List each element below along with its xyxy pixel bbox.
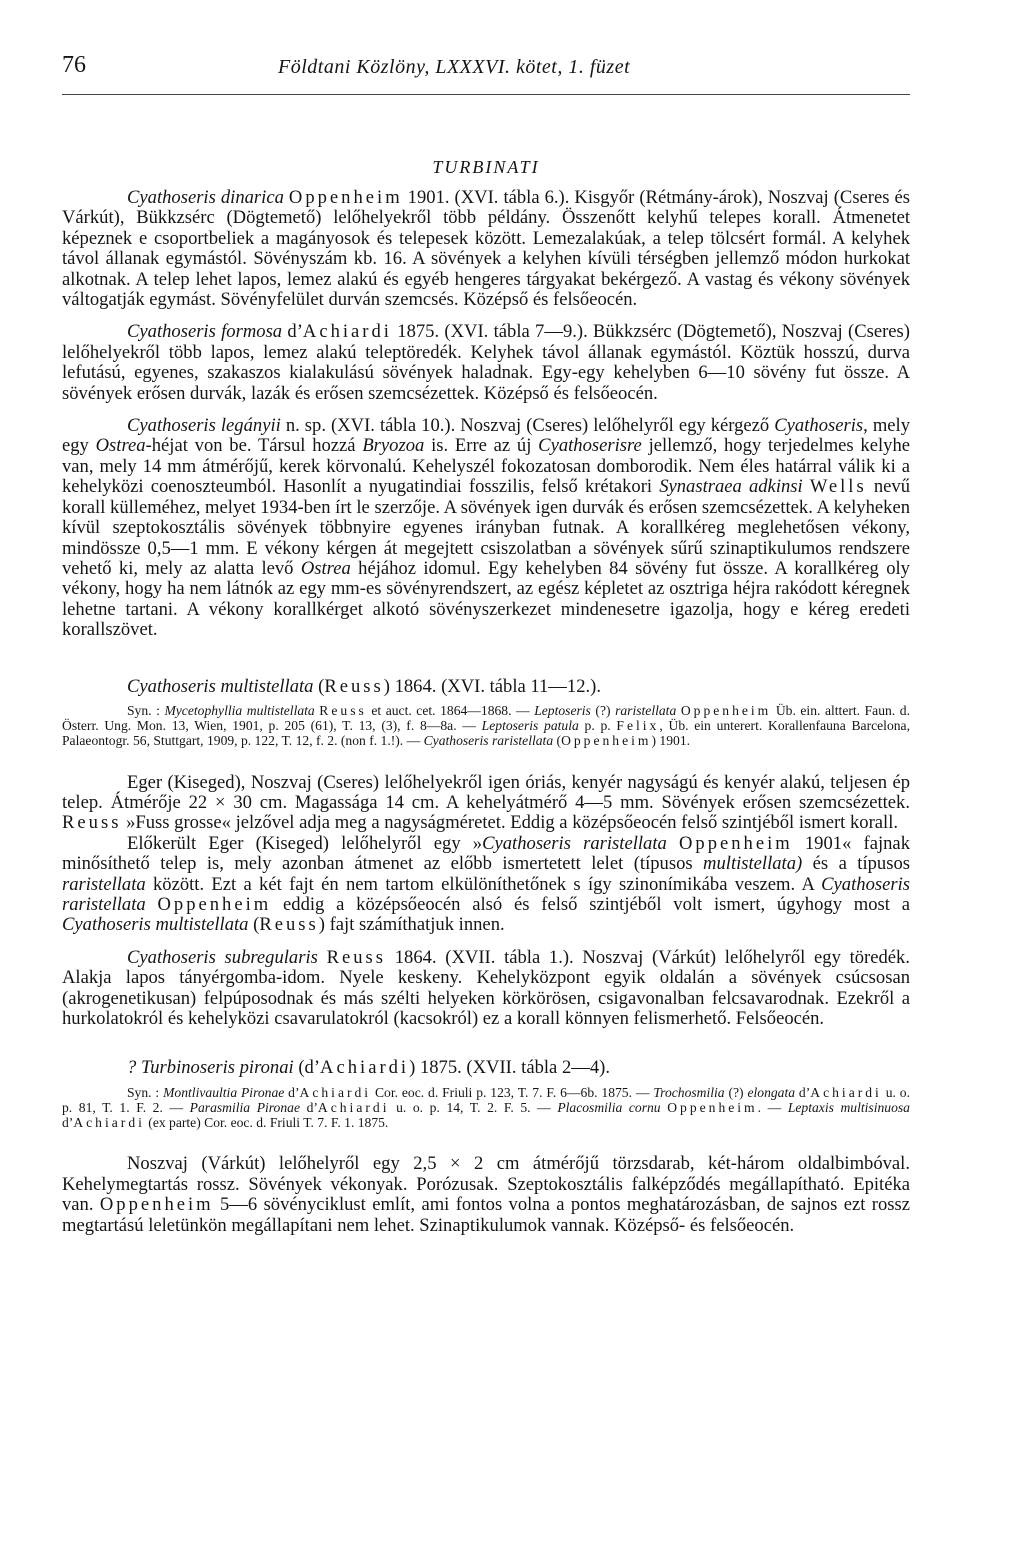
author-name: Reuss: [326, 946, 387, 968]
species-entry-multistellata: Cyathoseris multistellata (Reuss) 1864. (XVI. tábla 11—12.).: [127, 675, 601, 697]
author-name: Achiardi: [302, 321, 392, 343]
paragraph-raristellata: Előkerült Eger (Kiseged) lelőhelyről egy »Cyathoseris raristellata Oppenheim 1901« fajnak minősíthető telep is, mely azonban átmenet az előbb ismertetett lelet (típusos multistellata) és a típusos raristellata között. Ezt a két fajt én nem tartom elkülöníthetőnek s így szinonímikába veszem. A Cyathoseris raristellata Oppenheim eddig a középsőeocén alsó és felső szintjéből volt ismert, úgyhogy most a Cyathoseris multistellata (Reuss) fajt számíthatjuk innen.: [62, 832, 910, 936]
species-entry-leganyii: Cyathoseris legányii n. sp. (XVI. tábla 10.). Noszvaj (Cseres) lelőhelyről egy kérgező Cyathoseris, mely egy Ostrea-héjat von be. Társul hozzá Bryozoa is. Erre az új Cyathoserisre jellemző, hogy terjedelmes kelyhe van, mely 14 mm átmérőjű, kerek körvonalú. Kehelyszél fokozatosan domborodik. Nem éles határral válik ki a kehelyközi coenoszteumból. Hasonlít a nyugatindiai fosszilis, felső krétakori Synastraea adkinsi Wells nevű korall külleméhez, melyet 1934-ben írt le szerzője. A sövények igen durvák és erősen szemcsézettek. A kelyheken kívül szeptokosztális sövények többnyire egyenes irányban futnak. A korallkéreg meglehetősen vékony, mindössze 0,5—1 mm. E vékony kérgen át megejtett csiszolatban a sövények sűrű szinaptikulumos rendszere vehető ki, mely az alatta levő Ostrea héjához idomul. Egy kehelyben 84 sövény fut össze. A korallkéreg oly vékony, hogy ha nem látnók az egy mm-es sövényrendszert, az egész képletet az osztriga héjra rakódott kéregnek lehetne tartani. A vékony korallkérget alkotó sövényszerkezet mindenesetre igazolja, hogy e kéreg eredeti korallszövet.: [62, 415, 910, 641]
species-name: Cyathoseris subregularis: [127, 946, 318, 968]
author-name: Oppenheim: [288, 187, 403, 208]
species-entry-formosa: Cyathoseris formosa d’Achiardi 1875. (XVI. tábla 7—9.). Bükkzsérc (Dögtemető), Noszvaj (Cseres) lelőhelyekről több lapos, lemez alakú teleptöredék. Kelyhek távol állanak egymástól. Köztük hosszú, durva lefutású, egyenes, szakaszos kialakulású sövények haladnak. Egy-egy kehelyben 6—10 sövény fut össze. A sövények erősen durvák, lazák és erősen szemcsézettek. Középső és felsőeocén.: [62, 321, 910, 404]
species-entry-subregularis: Cyathoseris subregularis Reuss 1864. (XVII. tábla 1.). Noszvaj (Várkút) lelőhelyről egy töredék. Alakja lapos tányérgomba-idom. Nyele keskeny. Kehelyközpont egyik oldalán a sövények csúcsosan (akrogenetikusan) felpúposodnak és más szélti helyeken körkörösen, csigavonalban felcsavarodnak. Ezekről a hurkolatokról és kehelyközi csavarulatokról (kacsokról) ez a korall könnyen felismerhető. Felsőeocén.: [62, 946, 910, 1030]
paragraph-text: 1901. (XVI. tábla 6.). Kisgyőr (Rétmány-árok), Noszvaj (Cseres és Várkút), Bükkzsérc (Dögtemető) lelőhelyekről több példány. Összenőtt kelyhű telepes korall. Átmenetet képeznek e csoportbeliek a magányosok és telepesek között. Lemezalakúak, a telep tölcsért formál. A kelyhek távol állanak egymástól. Sövényszám kb. 16. A sövények a kelyhen kívüli térségben jellemző módon hurkokat alkotnak. A telep lehet lapos, lemez alakú és egyéb hengeres tárgyakat bekérgező. A vastag és vékony sövények váltogatják egymást. Sövényfelület durván szemcsés. Középső és felsőeocén.: [62, 187, 910, 311]
species-name: ? Turbinoseris pironai: [127, 1057, 294, 1079]
paragraph-eger-colony: Eger (Kiseged), Noszvaj (Cseres) lelőhelyekről igen óriás, kenyér nagyságú és kenyér alakú, teljesen ép telep. Átmérője 22 × 30 cm. Magassága 14 cm. A kehelyátmérő 4—5 mm. Sövények erősen szemcsézettek. Reuss »Fuss grosse« jelzővel adja meg a nagyságméretet. Eddig a középsőeocén felső szintjéből ismert korall.: [62, 771, 910, 834]
author-name: Wells: [809, 476, 867, 498]
synonymy-multistellata: Syn. : Mycetophyllia multistellata Reuss et auct. cet. 1864—1868. — Leptoseris (?) raristellata Oppenheim Üb. ein. alttert. Faun. d. Österr. Ung. Mon. 13, Wien, 1901, p. 205 (61), T. 13, (3), f. 8—8a. — Leptoseris patula p. p. Felix, Üb. ein unterert. Korallenfauna Barcelona, Palaeontogr. 56, Stuttgart, 1909, p. 122, T. 12, f. 2. (non f. 1.!). — Cyathoseris raristellata (Oppenheim) 1901.: [62, 702, 910, 749]
paragraph-noszvaj-pironai: Noszvaj (Várkút) lelőhelyről egy 2,5 × 2 cm átmérőjű törzsdarab, két-három oldalbimbóval. Kehelymegtartás rossz. Sövények vékonyak. Porózusak. Szeptokosztális falképződés megállapítható. Epitéka van. Oppenheim 5—6 sövényciklust említ, ami fontos volna a pontos meghatározásban, de sajnos ezt rossz megtartású leletünkön megállapítani nem lehet. Szinaptikulumok vannak. Középső- és felsőeocén.: [62, 1153, 910, 1236]
species-name: Cyathoseris dinarica: [127, 187, 284, 208]
species-entry-dinarica: [62, 188, 910, 310]
synonymy-pironai: Syn. : Montlivaultia Pironae d’Achiardi Cor. eoc. d. Friuli p. 123, T. 7. F. 6—6b. 1875. — Trochosmilia (?) elongata d’Achiardi u. o. p. 81, T. 1. F. 2. — Parasmilia Pironae d’Achiardi u. o. p. 14, T. 2. F. 5. — Placosmilia cornu Oppenheim. — Leptaxis multisinuosa d’Achiardi (ex parte) Cor. eoc. d. Friuli T. 7. F. 1. 1875.: [62, 1084, 910, 1131]
author-name: Reuss: [62, 812, 122, 834]
species-name: Cyathoseris formosa: [127, 321, 283, 343]
species-name: Cyathoseris multistellata: [127, 675, 314, 697]
page: [62, 50, 910, 1236]
species-entry-pironai: ? Turbinoseris pironai (d’Achiardi) 1875. (XVII. tábla 2—4).: [127, 1057, 610, 1079]
paragraph-text: 1875. (XVI. tábla 7—9.). Bükkzsérc (Dögtemető), Noszvaj (Cseres) lelőhelyekről több lapos, lemez alakú teleptöredék. Kelyhek távol állanak egymástól. Köztük hosszú, durva lefutású, egyenes, szakaszos kialakulású sövények haladnak. Egy-egy kehelyben 6—10 sövény fut össze. A sövények erősen durvák, lazák és erősen szemcsézettek. Középső és felsőeocén.: [62, 321, 910, 404]
author-name: Reuss: [324, 675, 384, 697]
running-header: [62, 50, 910, 95]
page-number: 76: [62, 52, 86, 78]
author-name: Achiardi: [320, 1057, 410, 1079]
species-name: Cyathoseris legányii: [127, 415, 281, 437]
author-name: Oppenheim: [99, 1194, 214, 1216]
section-title: TURBINATI: [432, 157, 540, 177]
journal-running-title: Földtani Közlöny, LXXXVI. kötet, 1. füzet: [278, 56, 631, 78]
